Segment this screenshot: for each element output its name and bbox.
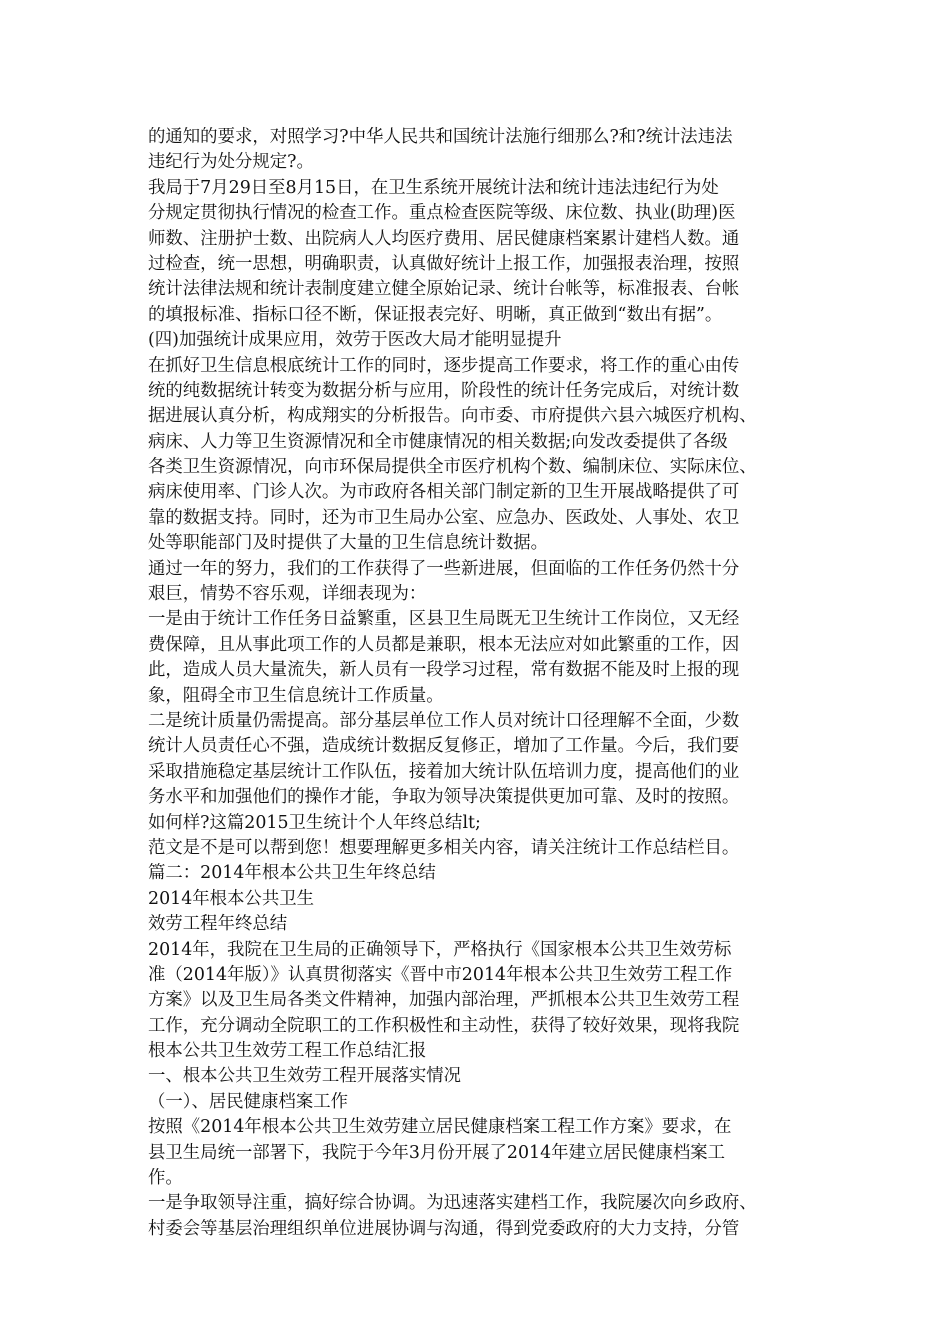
text-line: 准（2014年版）》认真贯彻落实《晋中市2014年根本公共卫生效劳工程工作 <box>148 964 733 985</box>
text-line: 一是由于统计工作任务日益繁重，区县卫生局既无卫生统计工作岗位，又无经 <box>148 609 740 630</box>
text-line: 此，造成人员大量流失，新人员有一段学习过程，常有数据不能及时上报的现 <box>148 660 740 681</box>
text-line: 采取措施稳定基层统计工作队伍，接着加大统计队伍培训力度，提高他们的业 <box>148 761 740 782</box>
text-line: 统计人员责任心不强，造成统计数据反复修正，增加了工作量。今后，我们要 <box>148 736 740 757</box>
section-heading: (四)加强统计成果应用，效劳于医改大局才能明显提升 <box>148 330 562 351</box>
text-line: 病床、人力等卫生资源情况和全市健康情况的相关数据;向发改委提供了各级 <box>148 431 728 452</box>
text-line: 病床使用率、门诊人次。为市政府各相关部门制定新的卫生开展战略提供了可 <box>148 482 740 503</box>
document-body <box>148 125 820 1242</box>
text-line: 作。 <box>148 1168 183 1189</box>
text-line: 的填报标准、指标口径不断，保证报表完好、明晰，真正做到“数出有据”。 <box>148 304 723 325</box>
text-line: 根本公共卫生效劳工程工作总结汇报 <box>148 1041 427 1062</box>
text-line: 艰巨，情势不容乐观，详细表现为： <box>148 584 427 605</box>
text-line: 在抓好卫生信息根底统计工作的同时，逐步提高工作要求，将工作的重心由传 <box>148 355 740 376</box>
text-line: 2014年，我院在卫生局的正确领导下，严格执行《国家根本公共卫生效劳标 <box>148 939 732 960</box>
text-line: 按照《2014年根本公共卫生效劳建立居民健康档案工程工作方案》要求，在 <box>148 1117 732 1138</box>
text-line: 过检查，统一思想，明确职责，认真做好统计上报工作，加强报表治理，按照 <box>148 253 740 274</box>
text-line: 据进展认真分析，构成翔实的分析报告。向市委、市府提供六县六城医疗机构、 <box>148 406 757 427</box>
text-line: 村委会等基层治理组织单位进展协调与沟通，得到党委政府的大力支持，分管 <box>148 1218 740 1239</box>
text-line: 的通知的要求，对照学习?中华人民共和国统计法施行细那么?和?统计法违法 <box>148 127 733 147</box>
text-line: 分规定贯彻执行情况的检查工作。重点检查医院等级、床位数、执业(助理)医 <box>148 203 736 224</box>
text-line: 我局于7月29日至8月15日，在卫生系统开展统计法和统计违法违纪行为处 <box>148 177 719 198</box>
text-line: 范文是不是可以帮到您！想要理解更多相关内容，请关注统计工作总结栏目。 <box>148 837 740 858</box>
text-line: 方案》以及卫生局各类文件精神，加强内部治理，严抓根本公共卫生效劳工程 <box>148 990 740 1011</box>
text-line: 统计法律法规和统计表制度建立健全原始记录、统计台帐等，标准报表、台帐 <box>148 279 740 300</box>
text-line: 一是争取领导注重，搞好综合协调。为迅速落实建档工作，我院屡次向乡政府、 <box>148 1193 757 1214</box>
text-line: 各类卫生资源情况，向市环保局提供全市医疗机构个数、编制床位、实际床位、 <box>148 457 757 478</box>
text-line: 象，阻碍全市卫生信息统计工作质量。 <box>148 685 444 706</box>
text-line: 费保障，且从事此项工作的人员都是兼职，根本无法应对如此繁重的工作，因 <box>148 634 740 655</box>
text-line: 工作，充分调动全院职工的工作积极性和主动性，获得了较好效果，现将我院 <box>148 1015 740 1036</box>
article-heading: 篇二：2014年根本公共卫生年终总结 <box>148 863 436 884</box>
text-line: 师数、注册护士数、出院病人人均医疗费用、居民健康档案累计建档人数。通 <box>148 228 740 249</box>
subsection-heading: （一）、居民健康档案工作 <box>148 1091 348 1112</box>
text-line: 违纪行为处分规定?。 <box>148 152 314 173</box>
article-title: 2014年根本公共卫生 <box>148 888 314 909</box>
text-line: 靠的数据支持。同时，还为市卫生局办公室、应急办、医政处、人事处、农卫 <box>148 507 740 528</box>
article-title: 效劳工程年终总结 <box>148 914 288 935</box>
text-line: 统的纯数据统计转变为数据分析与应用，阶段性的统计任务完成后，对统计数 <box>148 380 740 401</box>
section-heading: 一、根本公共卫生效劳工程开展落实情况 <box>148 1066 462 1087</box>
text-line: 务水平和加强他们的操作才能，争取为领导决策提供更加可靠、及时的按照。 <box>148 787 740 808</box>
text-line: 通过一年的努力，我们的工作获得了一些新进展，但面临的工作任务仍然十分 <box>148 558 740 579</box>
text-line: 处等职能部门及时提供了大量的卫生信息统计数据。 <box>148 533 548 554</box>
text-line: 如何样?这篇2015卫生统计个人年终总结lt; <box>148 812 481 833</box>
text-line: 二是统计质量仍需提高。部分基层单位工作人员对统计口径理解不全面，少数 <box>148 710 740 731</box>
text-line: 县卫生局统一部署下，我院于今年3月份开展了2014年建立居民健康档案工 <box>148 1142 726 1163</box>
